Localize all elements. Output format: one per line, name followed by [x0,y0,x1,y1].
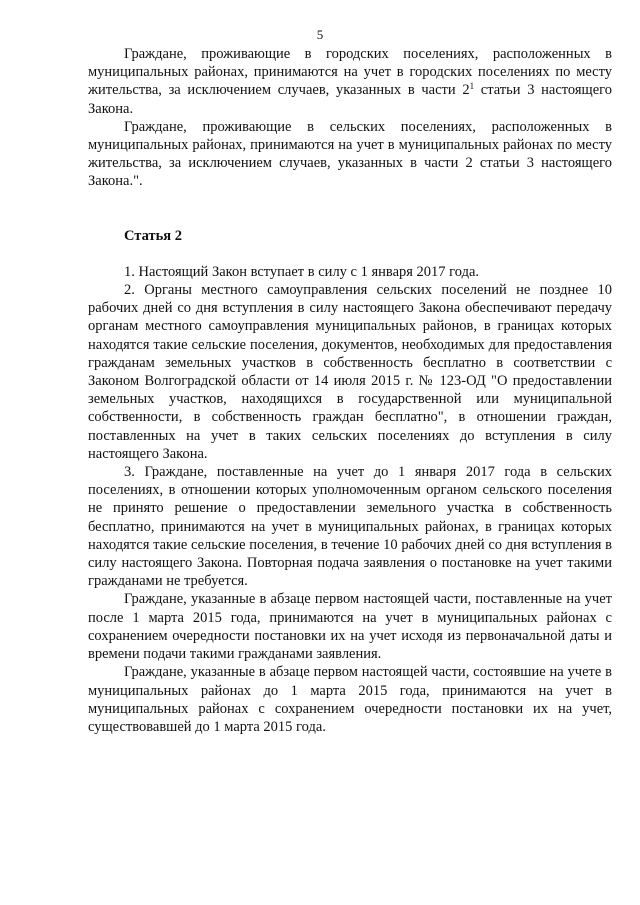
article-paragraph-2: 2. Органы местного самоуправления сельских поселений не позднее 10 рабочих дней со дня вступления в силу настоящего Закона обеспечивают передачу органам местного самоуправления муниципальных районов, в границах которых находятся такие сельские поселения, документов, необходимых для предоставления гражданам земельных участков в собственность бесплатно в соответствии с Законом Волгоградской области от 14 июля 2015 г. № 123-ОД "О предоставлении земельных участков, находящихся в государственной или муниципальной собственности, в собственность граждан бесплатно", в отношении граждан, поставленных на учет в таких сельских поселениях до вступления в силу настоящего Закона. [88,282,612,462]
intro-paragraph-urban-tail: статьи 3 настоящего Закона. [88,82,612,117]
article-heading: Статья 2 [124,227,182,244]
article-paragraph-3: 3. Граждане, поставленные на учет до 1 января 2017 года в сельских поселениях, в отношении которых уполномоченным органом сельского поселения не принято решение о предоставлении земельного участка в собственность бесплатно, принимаются на учет в муниципальных районах, в границах которых находятся такие сельские поселения, в течение 10 рабочих дней со дня вступления в силу настоящего Закона. Повторная подача заявления о постановке на учет такими гражданами не требуется. [88,464,612,590]
superscript-index: 1 [469,81,475,92]
article-paragraph-3-subparagraph-2: Граждане, указанные в абзаце первом настоящей части, состоявшие на учете в муниципальных районах до 1 марта 2015 года, принимаются на учет в муниципальных районах с сохранением очередности постановки их на учет, существовавшей до 1 марта 2015 года. [88,664,612,735]
article-paragraph-3-subparagraph-1: Граждане, указанные в абзаце первом настоящей части, поставленные на учет после 1 марта 2015 года, принимаются на учет в муниципальных районах с сохранением очередности постановки их на учет исходя из первоначальной даты и времени подачи такими гражданами заявления. [88,591,612,663]
intro-paragraph-rural: Граждане, проживающие в сельских поселениях, расположенных в муниципальных районах, принимаются на учет в муниципальных районах по месту жительства, за исключением случаев, указанных в части 2 статьи 3 настоящего Закона.". [88,118,612,190]
page-number: 5 [316,27,324,42]
document-body [88,45,612,736]
intro-paragraph-urban-text: Граждане, проживающие в городских поселениях, расположенных в муниципальных районах, принимаются на учет в городских поселениях по месту жительства, за исключением случаев, указанных в части 2 [88,46,612,99]
intro-paragraph-urban [88,45,612,118]
article-paragraph-1: 1. Настоящий Закон вступает в силу с 1 января 2017 года. [124,263,480,280]
